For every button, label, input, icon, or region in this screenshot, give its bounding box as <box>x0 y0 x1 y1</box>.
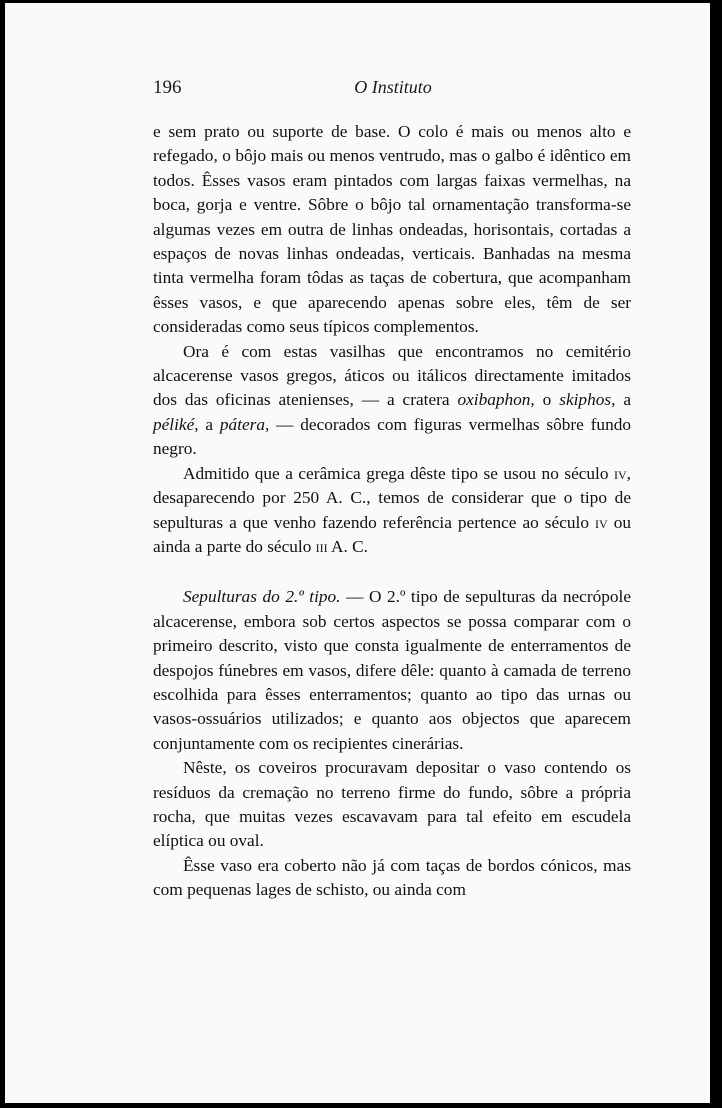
paragraph-3-text-b: , desaparecendo por 250 A. C., temos de considerar que o tipo de sepulturas a que venho fazendo referência pertence ao século <box>153 463 631 532</box>
paragraph-3-text-d: A. C. <box>327 536 369 556</box>
running-title: O Instituto <box>354 77 432 97</box>
page-header <box>153 77 633 101</box>
body-text <box>153 120 631 903</box>
term-skiphos: skiphos, <box>559 390 616 410</box>
century-numeral-2: iv <box>595 512 608 532</box>
paragraph-2-text-b: o <box>534 390 560 410</box>
paragraph-3-text-a: Admitido que a cerâmica grega dêste tipo se usou no século <box>183 463 614 483</box>
page-number: 196 <box>153 77 182 98</box>
paragraph-2-text-d: a <box>198 414 220 434</box>
book-page <box>5 3 710 1103</box>
term-oxibaphon: oxibaphon, <box>457 390 535 410</box>
paragraph-1: e sem prato ou suporte de base. O colo é mais ou menos alto e refegado, o bôjo mais ou menos ventrudo, mas o galbo é idêntico em todos. Êsses vasos eram pintados com largas faixas vermelhas, na boca, gorja e ventre. Sôbre o bôjo tal ornamentação transforma-se algumas vezes em outra de linhas ondeadas, horisontais, cortadas a espaços de novas linhas ondeadas, verticais. Banhadas na mesma tinta vermelha foram tôdas as taças de cobertura, que acompanham êsses vasos, e que aparecendo apenas sobre eles, têm de ser consideradas como seus típicos complementos. <box>153 122 631 337</box>
paragraph-3 <box>153 462 631 560</box>
paragraph-4-text: — O 2.º tipo de sepulturas da necrópole alcacerense, embora sob certos aspectos se possa comparar com o primeiro descrito, visto que consta igualmente de enterramentos de despojos fúnebres em vasos, difere dêle: quanto à camada de terreno escolhida para êsses enterramentos; quanto ao tipo das urnas ou vasos-ossuários utilizados; e quanto aos objectos que aparecem conjuntamente com os recipientes cinerárias. <box>153 587 631 753</box>
paragraph-5: Nêste, os coveiros procuravam depositar o vaso contendo os resíduos da cremação no terreno firme do fundo, sôbre a própria rocha, que muitas vezes escavavam para tal efeito em escudela elíptica ou oval. <box>153 758 631 851</box>
paragraph-6: Êsse vaso era coberto não já com taças de bordos cónicos, mas com pequenas lages de schisto, ou ainda com <box>153 855 631 900</box>
century-numeral-1: iv <box>614 463 627 483</box>
paragraph-4 <box>153 585 631 756</box>
section-heading: Sepulturas do 2.º tipo. <box>183 587 341 607</box>
paragraph-2-text-a: Ora é com estas vasilhas que encontramos no cemitério alcacerense vasos gregos, áticos ou itálicos directamente imitados dos das oficinas atenienses, — a cratera <box>153 341 631 410</box>
paragraph-2 <box>153 340 631 462</box>
paragraph-2-text-e: — decorados com figuras vermelhas sôbre fundo negro. <box>153 414 631 459</box>
paragraph-2-text-c: a <box>615 390 631 410</box>
term-pelike: péliké, <box>153 414 199 434</box>
term-patera: pátera, <box>219 414 270 434</box>
century-numeral-3: iii <box>315 536 328 556</box>
paragraph-3-text-c: ou ainda a parte do século <box>153 512 631 556</box>
